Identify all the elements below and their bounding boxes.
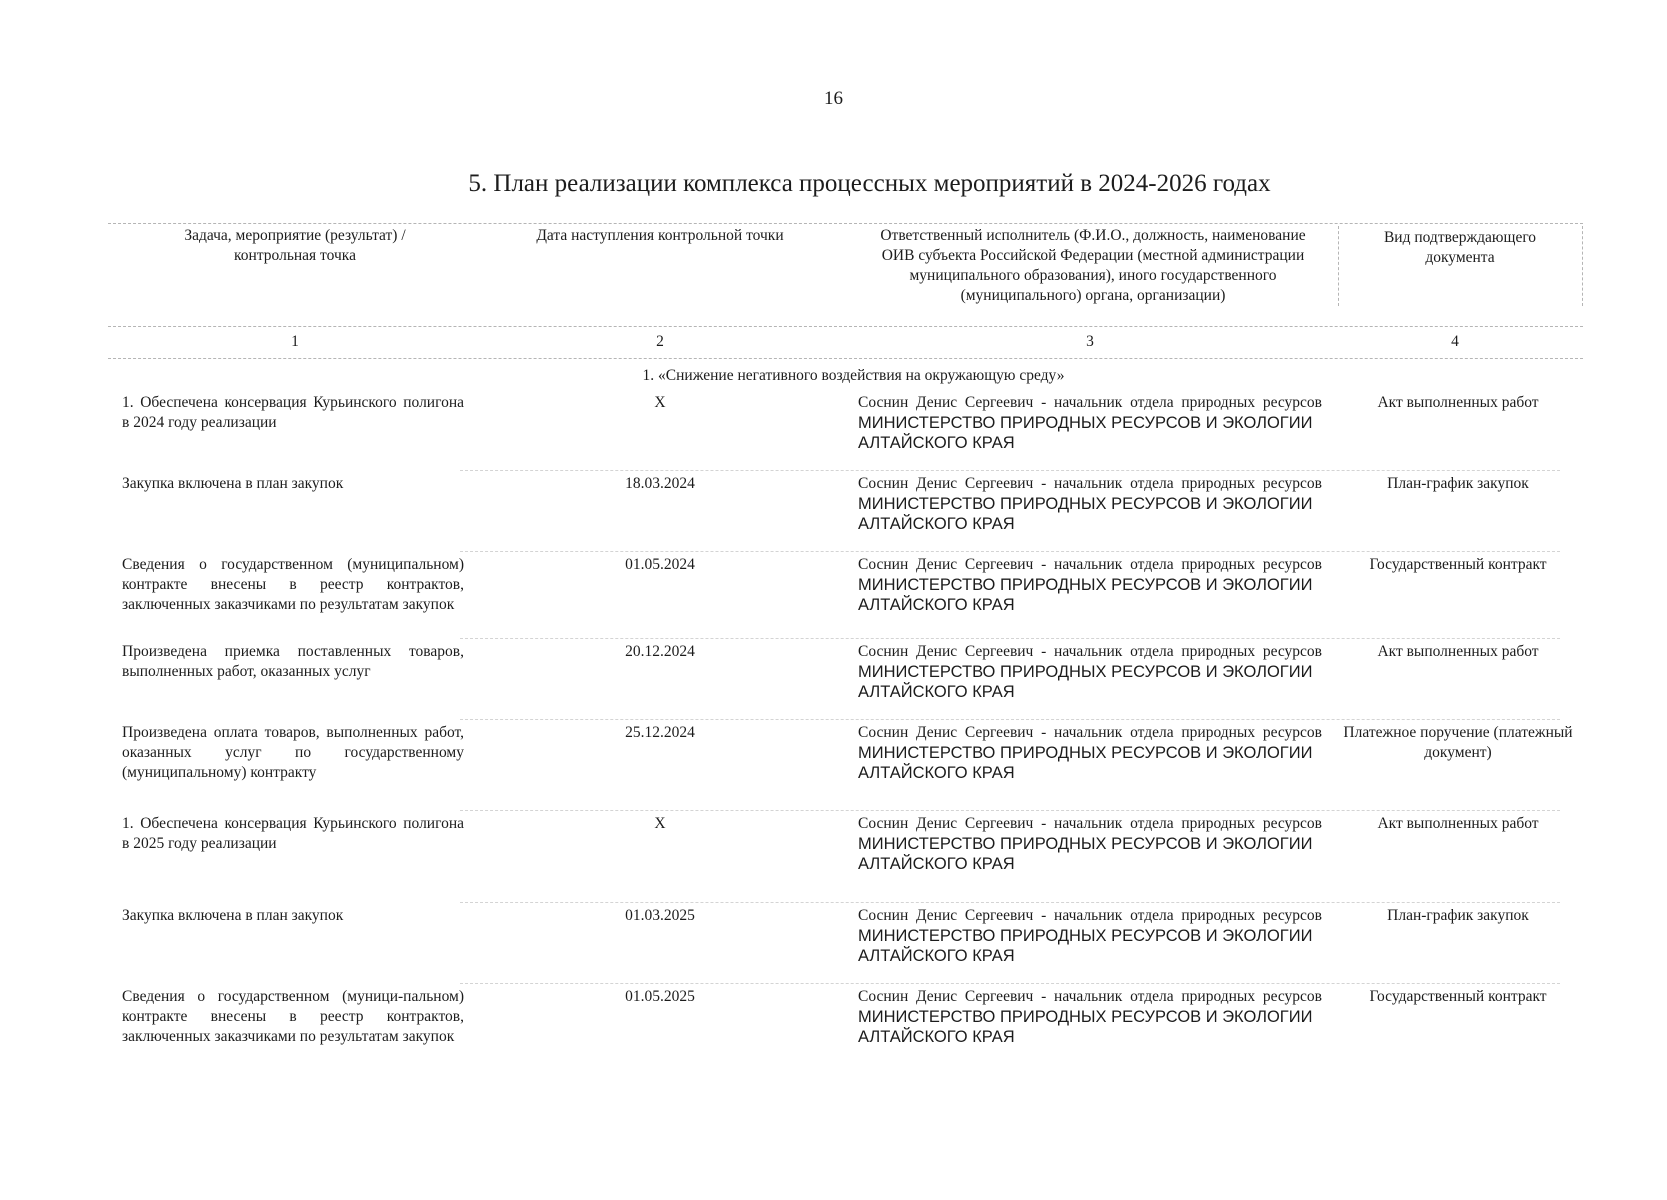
header-col-4: Вид подтверждающего документа bbox=[1383, 229, 1537, 266]
header-col-3: Ответственный исполнитель (Ф.И.О., должность, наименование ОИВ субъекта Российской Федерации (местной администрации муниципального образования), иного государственного (муниципального) органа, организации) bbox=[880, 227, 1306, 304]
page-number: 16 bbox=[824, 88, 843, 109]
executor-cell bbox=[858, 474, 1322, 534]
column-number-1: 1 bbox=[291, 333, 299, 350]
executor-cell bbox=[858, 642, 1322, 702]
executor-organization: МИНИСТЕРСТВО ПРИРОДНЫХ РЕСУРСОВ И ЭКОЛОГИИ АЛТАЙСКОГО КРАЯ bbox=[858, 1008, 1313, 1046]
executor-person: Соснин Денис Сергеевич - начальник отдела природных ресурсов bbox=[858, 988, 1322, 1005]
document-cell: План-график закупок bbox=[1387, 475, 1529, 492]
executor-organization: МИНИСТЕРСТВО ПРИРОДНЫХ РЕСУРСОВ И ЭКОЛОГИИ АЛТАЙСКОГО КРАЯ bbox=[858, 927, 1313, 965]
executor-cell bbox=[858, 723, 1322, 783]
executor-organization: МИНИСТЕРСТВО ПРИРОДНЫХ РЕСУРСОВ И ЭКОЛОГИИ АЛТАЙСКОГО КРАЯ bbox=[858, 663, 1313, 701]
page-title: 5. План реализации комплекса процессных мероприятий в 2024-2026 годах bbox=[468, 170, 1271, 197]
document-cell: Акт выполненных работ bbox=[1377, 815, 1539, 832]
task-cell: Произведена приемка поставленных товаров, выполненных работ, оказанных услуг bbox=[122, 643, 464, 680]
header-divider bbox=[1338, 226, 1339, 306]
task-cell: Закупка включена в план закупок bbox=[122, 907, 344, 924]
row-divider bbox=[460, 983, 1560, 984]
executor-person: Соснин Денис Сергеевич - начальник отдела природных ресурсов bbox=[858, 724, 1322, 741]
executor-organization: МИНИСТЕРСТВО ПРИРОДНЫХ РЕСУРСОВ И ЭКОЛОГИИ АЛТАЙСКОГО КРАЯ bbox=[858, 576, 1313, 614]
row-divider bbox=[460, 719, 1560, 720]
executor-cell bbox=[858, 555, 1322, 615]
header-bottom-border bbox=[108, 326, 1583, 327]
date-cell: 01.05.2025 bbox=[625, 988, 695, 1005]
executor-organization: МИНИСТЕРСТВО ПРИРОДНЫХ РЕСУРСОВ И ЭКОЛОГИИ АЛТАЙСКОГО КРАЯ bbox=[858, 835, 1313, 873]
executor-cell bbox=[858, 814, 1322, 874]
executor-cell bbox=[858, 906, 1322, 966]
executor-cell bbox=[858, 393, 1322, 453]
executor-organization: МИНИСТЕРСТВО ПРИРОДНЫХ РЕСУРСОВ И ЭКОЛОГИИ АЛТАЙСКОГО КРАЯ bbox=[858, 495, 1313, 533]
executor-person: Соснин Денис Сергеевич - начальник отдела природных ресурсов bbox=[858, 643, 1322, 660]
row-divider bbox=[460, 810, 1560, 811]
document-cell: Акт выполненных работ bbox=[1377, 643, 1539, 660]
header-right-border bbox=[1582, 226, 1583, 306]
executor-person: Соснин Денис Сергеевич - начальник отдела природных ресурсов bbox=[858, 475, 1322, 492]
row-divider bbox=[460, 470, 1560, 471]
date-cell: 01.05.2024 bbox=[625, 556, 695, 573]
header-col-2: Дата наступления контрольной точки bbox=[536, 227, 784, 244]
document-cell: Государственный контракт bbox=[1369, 988, 1547, 1005]
executor-person: Соснин Денис Сергеевич - начальник отдела природных ресурсов bbox=[858, 907, 1322, 924]
task-cell: Сведения о государственном (муниципальном) контракте внесены в реестр контрактов, заключенных заказчиками по результатам закупок bbox=[122, 556, 464, 613]
row-divider bbox=[460, 551, 1560, 552]
date-cell: X bbox=[654, 394, 666, 411]
executor-organization: МИНИСТЕРСТВО ПРИРОДНЫХ РЕСУРСОВ И ЭКОЛОГИИ АЛТАЙСКОГО КРАЯ bbox=[858, 414, 1313, 452]
row-divider bbox=[460, 902, 1560, 903]
section-title: 1. «Снижение негативного воздействия на окружающую среду» bbox=[642, 367, 1065, 384]
executor-cell bbox=[858, 987, 1322, 1047]
task-cell: Произведена оплата товаров, выполненных работ, оказанных услуг по государственному (муниципальному) контракту bbox=[122, 724, 464, 781]
date-cell: 20.12.2024 bbox=[625, 643, 695, 660]
date-cell: 25.12.2024 bbox=[625, 724, 695, 741]
executor-organization: МИНИСТЕРСТВО ПРИРОДНЫХ РЕСУРСОВ И ЭКОЛОГИИ АЛТАЙСКОГО КРАЯ bbox=[858, 744, 1313, 782]
row-divider bbox=[460, 638, 1560, 639]
executor-person: Соснин Денис Сергеевич - начальник отдела природных ресурсов bbox=[858, 815, 1322, 832]
table-top-border bbox=[108, 223, 1583, 224]
column-number-3: 3 bbox=[1086, 333, 1094, 350]
column-number-4: 4 bbox=[1451, 333, 1459, 350]
column-numbers-border bbox=[108, 358, 1583, 359]
column-number-2: 2 bbox=[656, 333, 664, 350]
document-cell: Государственный контракт bbox=[1369, 556, 1547, 573]
executor-person: Соснин Денис Сергеевич - начальник отдела природных ресурсов bbox=[858, 394, 1322, 411]
task-cell: Сведения о государственном (муници-пальном) контракте внесены в реестр контрактов, заключенных заказчиками по результатам закупок bbox=[122, 988, 464, 1045]
date-cell: 01.03.2025 bbox=[625, 907, 695, 924]
date-cell: 18.03.2024 bbox=[625, 475, 695, 492]
document-cell: Платежное поручение (платежный документ) bbox=[1343, 724, 1573, 761]
header-col-1: Задача, мероприятие (результат) / контрольная точка bbox=[184, 227, 406, 264]
date-cell: X bbox=[654, 815, 666, 832]
document-cell: План-график закупок bbox=[1387, 907, 1529, 924]
executor-person: Соснин Денис Сергеевич - начальник отдела природных ресурсов bbox=[858, 556, 1322, 573]
task-cell: 1. Обеспечена консервация Курьинского полигона в 2025 году реализации bbox=[122, 815, 464, 852]
task-cell: 1. Обеспечена консервация Курьинского полигона в 2024 году реализации bbox=[122, 394, 464, 431]
document-cell: Акт выполненных работ bbox=[1377, 394, 1539, 411]
task-cell: Закупка включена в план закупок bbox=[122, 475, 344, 492]
